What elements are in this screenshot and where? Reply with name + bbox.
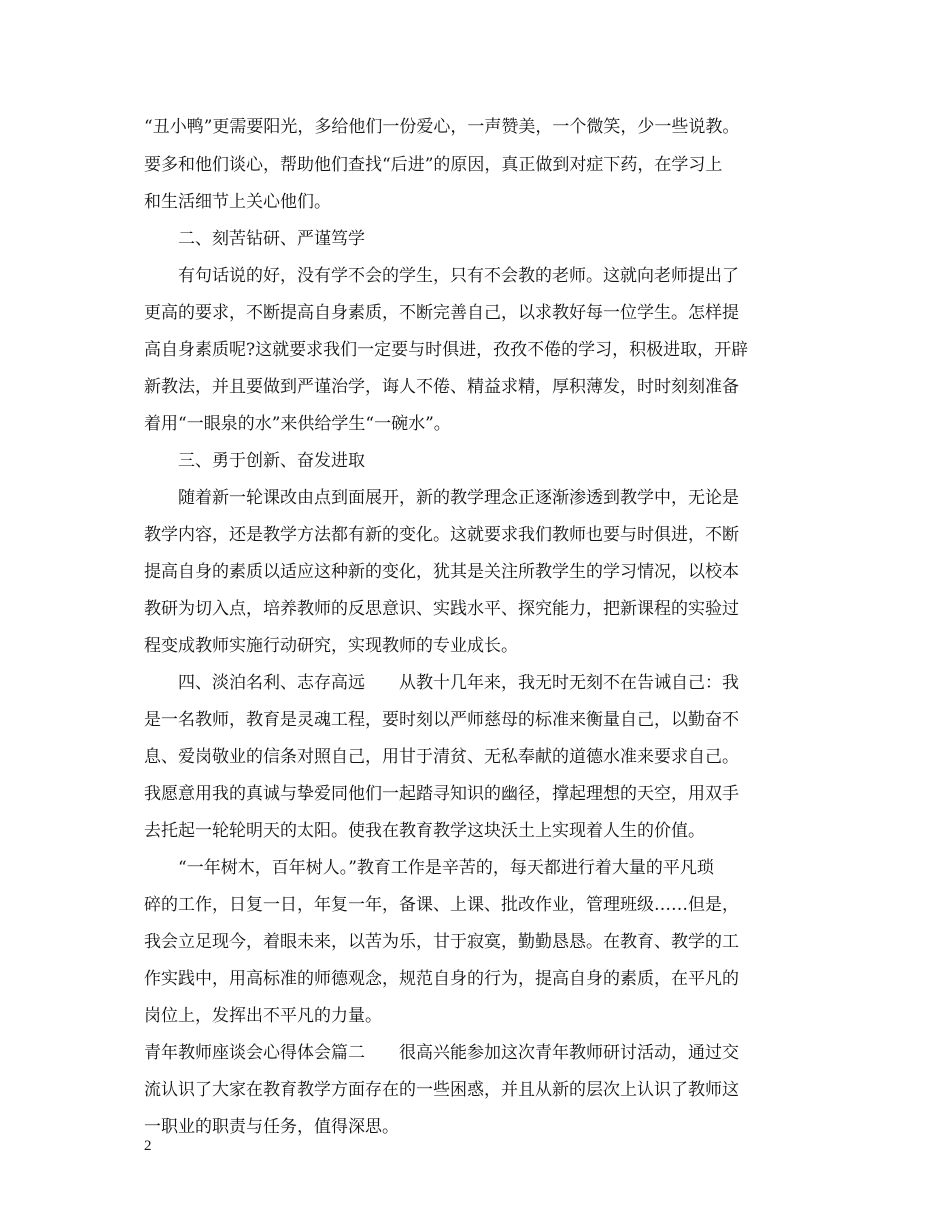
text-line: 碎的工作，日复一日，年复一年，备课、上课、批改作业，管理班级……但是， bbox=[144, 895, 739, 915]
page-number: 2 bbox=[144, 1138, 152, 1154]
text-line: 岗位上，发挥出不平凡的力量。 bbox=[144, 1006, 382, 1026]
text-line: 有句话说的好，没有学不会的学生，只有不会教的老师。这就向老师提出了 bbox=[178, 266, 739, 286]
text-line: 教研为切入点，培养教师的反思意识、实践水平、探究能力，把新课程的实验过 bbox=[144, 599, 739, 619]
text-line: 是一名教师，教育是灵魂工程，要时刻以严师慈母的标准来衡量自己，以勤奋不 bbox=[144, 710, 739, 730]
section-heading: 四、淡泊名利、志存高远 从教十几年来，我无时无刻不在告诫自己：我 bbox=[178, 673, 739, 693]
text-line: 教学内容，还是教学方法都有新的变化。这就要求我们教师也要与时俱进，不断 bbox=[144, 525, 739, 545]
text-line: 随着新一轮课改由点到面展开，新的教学理念正逐渐渗透到教学中，无论是 bbox=[178, 488, 739, 508]
text-line: 一职业的职责与任务，值得深思。 bbox=[144, 1117, 399, 1137]
section-heading: 三、勇于创新、奋发进取 bbox=[178, 451, 365, 471]
text-line: 更高的要求，不断提高自身素质，不断完善自己，以求教好每一位学生。怎样提 bbox=[144, 303, 739, 323]
text-line: 作实践中，用高标准的师德观念，规范自身的行为，提高自身的素质，在平凡的 bbox=[144, 969, 739, 989]
text-line: 着用“一眼泉的水”来供给学生“一碗水”。 bbox=[144, 414, 451, 434]
text-line: 流认识了大家在教育教学方面存在的一些困惑，并且从新的层次上认识了教师这 bbox=[144, 1080, 739, 1100]
text-line: 去托起一轮轮明天的太阳。使我在教育教学这块沃土上实现着人生的价值。 bbox=[144, 821, 705, 841]
text-line: 高自身素质呢?这就要求我们一定要与时俱进，孜孜不倦的学习，积极进取，开辟 bbox=[144, 340, 749, 360]
text-line: 我会立足现今，着眼未来，以苦为乐，甘于寂寞，勤勤恳恳。在教育、教学的工 bbox=[144, 932, 739, 952]
text-line: 和生活细节上关心他们。 bbox=[144, 192, 331, 212]
text-line: 提高自身的素质以适应这种新的变化，犹其是关注所教学生的学习情况，以校本 bbox=[144, 562, 739, 582]
text-line: 青年教师座谈会心得体会篇二 很高兴能参加这次青年教师研讨活动，通过交 bbox=[144, 1043, 739, 1063]
text-line: “丑小鸭”更需要阳光，多给他们一份爱心，一声赞美，一个微笑，少一些说教。 bbox=[144, 117, 740, 137]
text-line: 程变成教师实施行动研究，实现教师的专业成长。 bbox=[144, 636, 518, 656]
text-line: 我愿意用我的真诚与挚爱同他们一起踏寻知识的幽径，撑起理想的天空，用双手 bbox=[144, 784, 739, 804]
text-line: “一年树木，百年树人。”教育工作是辛苦的，每天都进行着大量的平凡琐 bbox=[178, 858, 714, 878]
section-heading: 二、刻苦钻研、严谨笃学 bbox=[178, 229, 365, 249]
text-line: 要多和他们谈心，帮助他们查找“后进”的原因，真正做到对症下药，在学习上 bbox=[144, 155, 723, 175]
text-line: 息、爱岗敬业的信条对照自己，用甘于清贫、无私奉献的道德水准来要求自己。 bbox=[144, 747, 739, 767]
text-line: 新教法，并且要做到严谨治学，诲人不倦、精益求精，厚积薄发，时时刻刻准备 bbox=[144, 377, 739, 397]
